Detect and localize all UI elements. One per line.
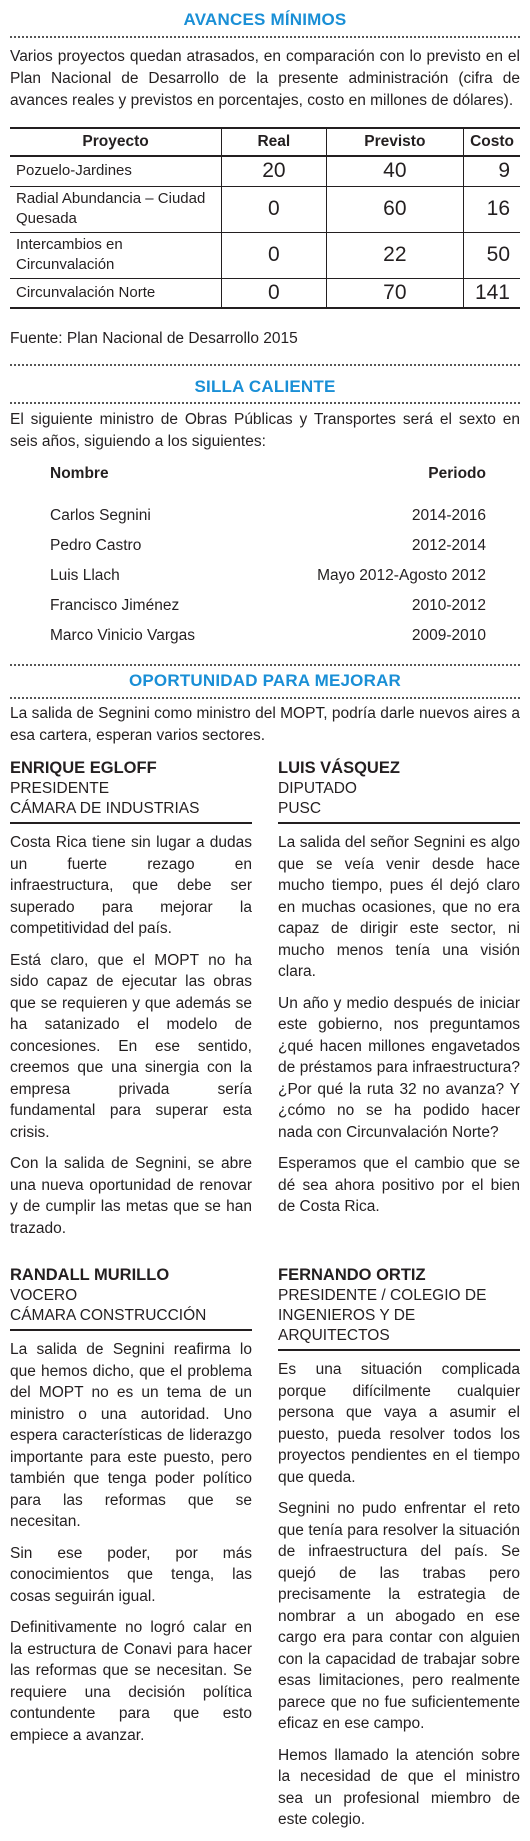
minister-name: Marco Vinicio Vargas xyxy=(50,627,196,644)
costo-value: 50 xyxy=(464,232,520,278)
list-item xyxy=(50,525,486,555)
list-item xyxy=(50,487,486,525)
opinion-organization: CÁMARA DE INDUSTRIAS xyxy=(10,800,200,817)
opinion-paragraph: La salida de Segnini reafirma lo que hemos dicho, que el problema del MOPT no es un tema de un ministro o una autoridad. Uno espera características de liderazgo importante para este puesto, pero también que tenga poder político para las reformas que se necesitan. xyxy=(10,1341,252,1530)
table-source: Fuente: Plan Nacional de Desarrollo 2015 xyxy=(10,330,298,347)
col-header-proyecto: Proyecto xyxy=(10,128,222,156)
silla-intro: El siguiente ministro de Obras Públicas y Transportes será el sexto en seis años, siguiendo a los siguientes: xyxy=(10,411,520,450)
real-value: 0 xyxy=(222,186,326,232)
opinion-paragraph: Con la salida de Segnini, se abre una nueva oportunidad de renovar y de cumplir las metas que se han trazado. xyxy=(10,1155,252,1237)
opinion-paragraph: Segnini no pudo enfrentar el reto que tenía para resolver la situación de infraestructura del país. Se quejó de las trabas pero precisamente la estrategia de nombrar a un abogado en ese cargo era para contar con alguien con la capacidad de trabajar sobre esas limitaciones, pero realmente parece que no fue suficientemente eficaz en ese campo. xyxy=(278,1500,520,1732)
opinion-egloff xyxy=(10,758,252,1249)
project-name: Pozuelo-Jardines xyxy=(10,156,222,186)
table-row xyxy=(10,156,520,186)
col-header-nombre: Nombre xyxy=(50,465,109,482)
table-row xyxy=(10,186,520,232)
minister-period: 2009-2010 xyxy=(411,627,486,644)
table-header-row xyxy=(10,128,520,156)
list-item xyxy=(50,555,486,585)
project-name: Intercambios en Circunvalación xyxy=(10,232,222,278)
opinion-paragraph: Costa Rica tiene sin lugar a dudas un fuerte rezago en infraestructura, que debe ser superado para mejorar la competitividad del país. xyxy=(10,834,252,937)
ministers-header xyxy=(50,465,486,487)
author-rule xyxy=(278,1349,520,1351)
opinion-author: FERNANDO ORTIZ xyxy=(278,1266,426,1284)
project-name: Circunvalación Norte xyxy=(10,278,222,308)
opinion-organization: PUSC xyxy=(278,800,322,817)
minister-name: Pedro Castro xyxy=(50,537,142,554)
opinion-role: DIPUTADO xyxy=(278,780,357,797)
col-header-real: Real xyxy=(222,128,326,156)
minister-name: Luis Llach xyxy=(50,567,120,584)
list-item xyxy=(50,615,486,645)
opinion-author: LUIS VÁSQUEZ xyxy=(278,759,400,777)
minister-period: 2012-2014 xyxy=(411,537,486,554)
table-row xyxy=(10,232,520,278)
opinion-paragraph: Definitivamente no logró calar en la estructura de Conavi para hacer las reformas que se necesitan. Se requiere una decisión política contundente para que esto empiece a avanzar. xyxy=(10,1619,252,1744)
minister-period: Mayo 2012-Agosto 2012 xyxy=(317,567,486,584)
dotted-divider xyxy=(10,364,520,366)
avances-title: AVANCES MÍNIMOS xyxy=(183,10,347,29)
col-header-costo: Costo xyxy=(464,128,520,156)
previsto-value: 70 xyxy=(326,278,463,308)
list-item xyxy=(50,585,486,615)
real-value: 20 xyxy=(222,156,326,186)
opinion-paragraph: La salida del señor Segnini es algo que se veía venir desde hace mucho tiempo, pues él dejó claro en muchas ocasiones, que no era capaz de dirigir este sector, ni mucho menos tenía una visión clara. xyxy=(278,834,520,980)
opinion-role: PRESIDENTE / COLEGIO DE INGENIEROS Y DE ARQUITECTOS xyxy=(278,1287,487,1344)
previsto-value: 40 xyxy=(326,156,463,186)
silla-title: SILLA CALIENTE xyxy=(194,377,336,396)
dotted-divider xyxy=(10,664,520,666)
dotted-divider xyxy=(10,402,520,404)
dotted-divider xyxy=(10,697,520,699)
opinion-role: VOCERO xyxy=(10,1287,78,1304)
opinion-author: RANDALL MURILLO xyxy=(10,1266,170,1284)
col-header-previsto: Previsto xyxy=(326,128,463,156)
opinion-paragraph: Está claro, que el MOPT no ha sido capaz de ejecutar las obras que se requieren y que además se ha satanizado el modelo de concesiones. En ese sentido, creemos que una sinergia con la empresa privada sería fundamental para superar esta crisis. xyxy=(10,951,252,1141)
costo-value: 16 xyxy=(464,186,520,232)
projects-table xyxy=(10,127,520,309)
opinion-vasquez xyxy=(278,758,520,1228)
dotted-divider xyxy=(10,36,520,38)
real-value: 0 xyxy=(222,278,326,308)
opinion-paragraph: Sin ese poder, por más conocimientos que tenga, las cosas seguirán igual. xyxy=(10,1544,252,1605)
costo-value: 9 xyxy=(464,156,520,186)
project-name: Radial Abundancia – Ciudad Quesada xyxy=(10,186,222,232)
avances-intro: Varios proyectos quedan atrasados, en comparación con lo previsto en el Plan Nacional de Desarrollo de la presente administración (cifra de avances reales y previstos en porcentajes, costo en millones de dólares). xyxy=(10,48,520,109)
opinion-paragraph: Hemos llamado la atención sobre la necesidad de que el ministro sea un profesional miembro de este colegio. xyxy=(278,1746,520,1828)
real-value: 0 xyxy=(222,232,326,278)
opinion-author: ENRIQUE EGLOFF xyxy=(10,759,157,777)
author-rule xyxy=(10,1329,252,1331)
minister-period: 2014-2016 xyxy=(411,507,486,524)
ministers-list xyxy=(50,465,486,645)
previsto-value: 60 xyxy=(326,186,463,232)
minister-name: Carlos Segnini xyxy=(50,507,151,524)
opinion-paragraph: Es una situación complicada porque difícilmente cualquier persona que vaya a asumir el puesto, pueda resolver todos los proyectos pendientes en el tiempo que queda. xyxy=(278,1361,520,1486)
opinion-ortiz xyxy=(278,1265,520,1841)
minister-period: 2010-2012 xyxy=(411,597,486,614)
table-row xyxy=(10,278,520,308)
oportunidad-title: OPORTUNIDAD PARA MEJORAR xyxy=(128,671,402,690)
minister-name: Francisco Jiménez xyxy=(50,597,180,614)
author-rule xyxy=(10,822,252,824)
opinion-murillo xyxy=(10,1265,252,1756)
author-rule xyxy=(278,822,520,824)
opinion-paragraph: Un año y medio después de iniciar este gobierno, nos preguntamos ¿qué hacen millones engavetados de préstamos para infraestructura? ¿Por qué la ruta 32 no avanza? Y ¿cómo no se ha podido hacer nada con Circunvalación Norte? xyxy=(278,994,520,1141)
opinion-paragraph: Esperamos que el cambio que se dé sea ahora positivo por el bien de Costa Rica. xyxy=(278,1155,520,1215)
opinion-role: PRESIDENTE xyxy=(10,780,110,797)
oportunidad-intro: La salida de Segnini como ministro del MOPT, podría darle nuevos aires a esa cartera, esperan varios sectores. xyxy=(10,705,520,744)
opinion-organization: CÁMARA CONSTRUCCIÓN xyxy=(10,1307,207,1324)
col-header-periodo: Periodo xyxy=(428,465,486,482)
previsto-value: 22 xyxy=(326,232,463,278)
costo-value: 141 xyxy=(464,278,520,308)
